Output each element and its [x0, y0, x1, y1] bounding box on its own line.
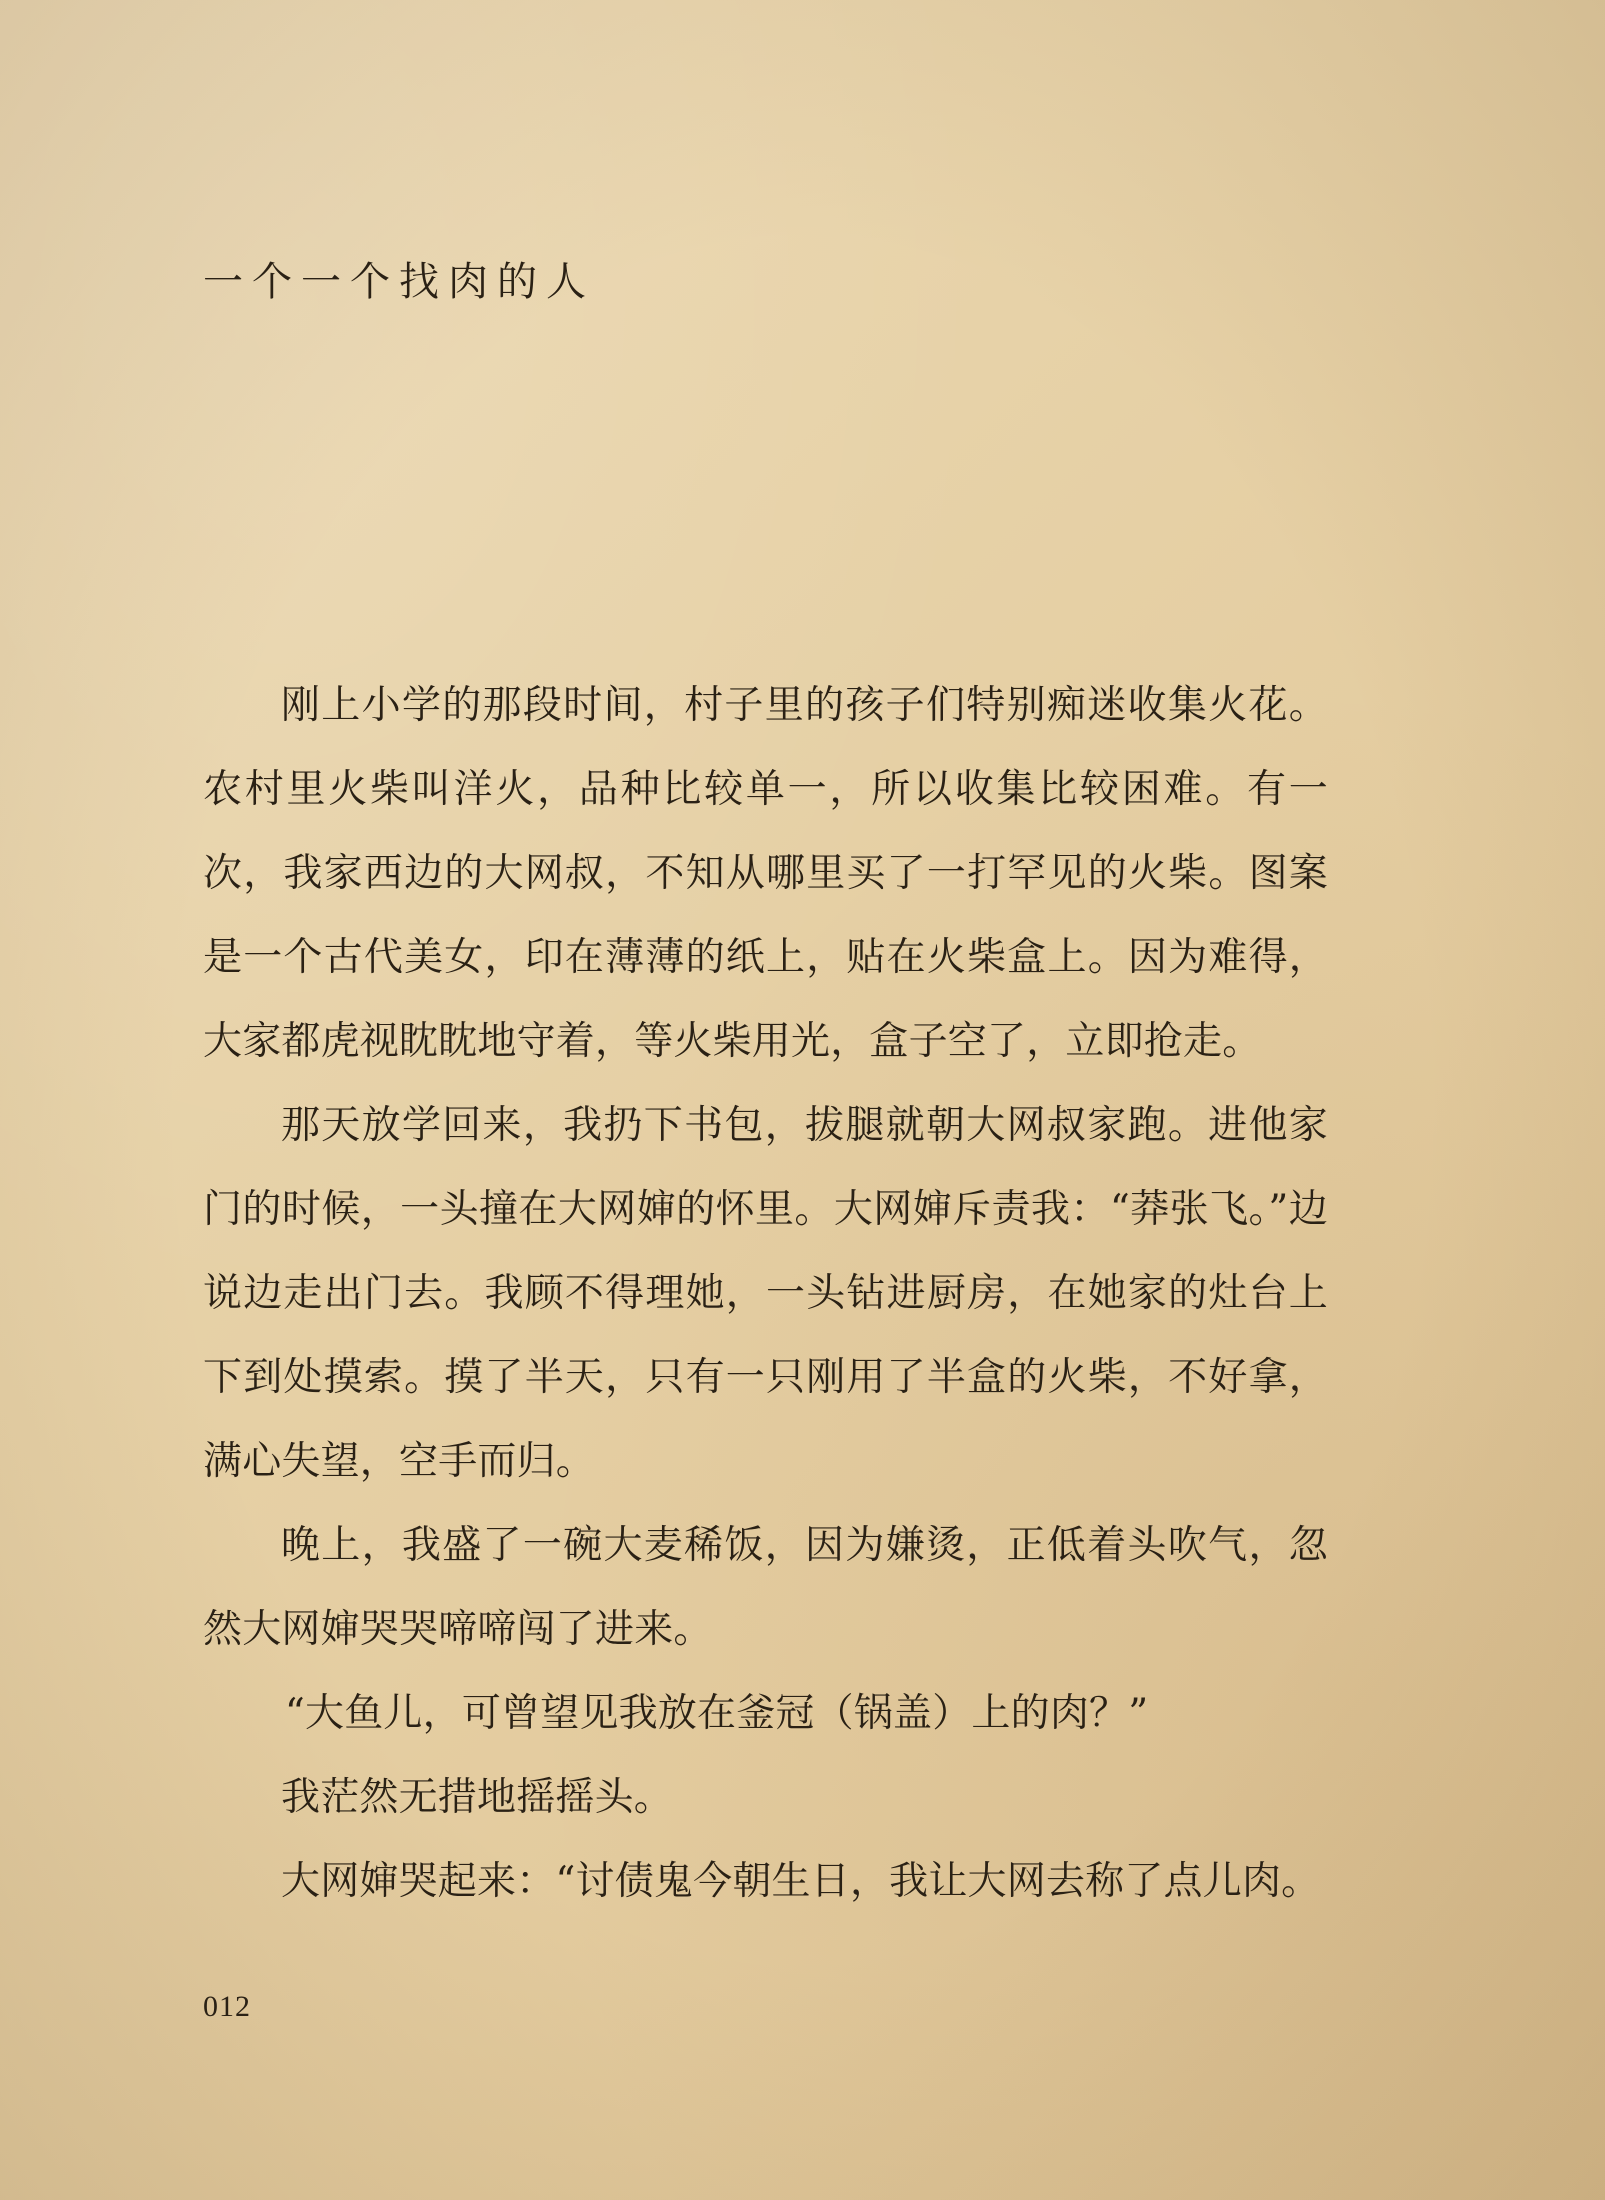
- paragraph-3: 晚上，我盛了一碗大麦稀饭，因为嫌烫，正低着头吹气，忽然大网婶哭哭啼啼闯了进来。: [203, 1523, 1328, 1652]
- chapter-title: 一个一个找肉的人: [203, 259, 595, 305]
- paragraph-2: 那天放学回来，我扔下书包，拔腿就朝大网叔家跑。进他家门的时候，一头撞在大网婶的怀里。大网婶斥责我：“莽张飞。”边说边走出门去。我顾不得理她，一头钻进厨房，在她家的灶台上下到处摸索。摸了半天，只有一只刚用了半盒的火柴，不好拿，满心失望，空手而归。: [203, 1103, 1328, 1484]
- page-number: 012: [203, 1990, 251, 2023]
- paragraph-4: “大鱼儿，可曾望见我放在釜冠（锅盖）上的肉？”: [284, 1691, 1149, 1736]
- body-text: [203, 664, 1328, 1924]
- paragraph-1: 刚上小学的那段时间，村子里的孩子们特别痴迷收集火花。农村里火柴叫洋火，品种比较单一，所以收集比较困难。有一次，我家西边的大网叔，不知从哪里买了一打罕见的火柴。图案是一个古代美女，印在薄薄的纸上，贴在火柴盒上。因为难得，大家都虎视眈眈地守着，等火柴用光，盒子空了，立即抢走。: [203, 683, 1328, 1064]
- paragraph-5: 我茫然无措地摇摇头。: [281, 1775, 674, 1820]
- paragraph-6: 大网婶哭起来：“讨债鬼今朝生日，我让大网去称了点儿肉。: [281, 1859, 1321, 1904]
